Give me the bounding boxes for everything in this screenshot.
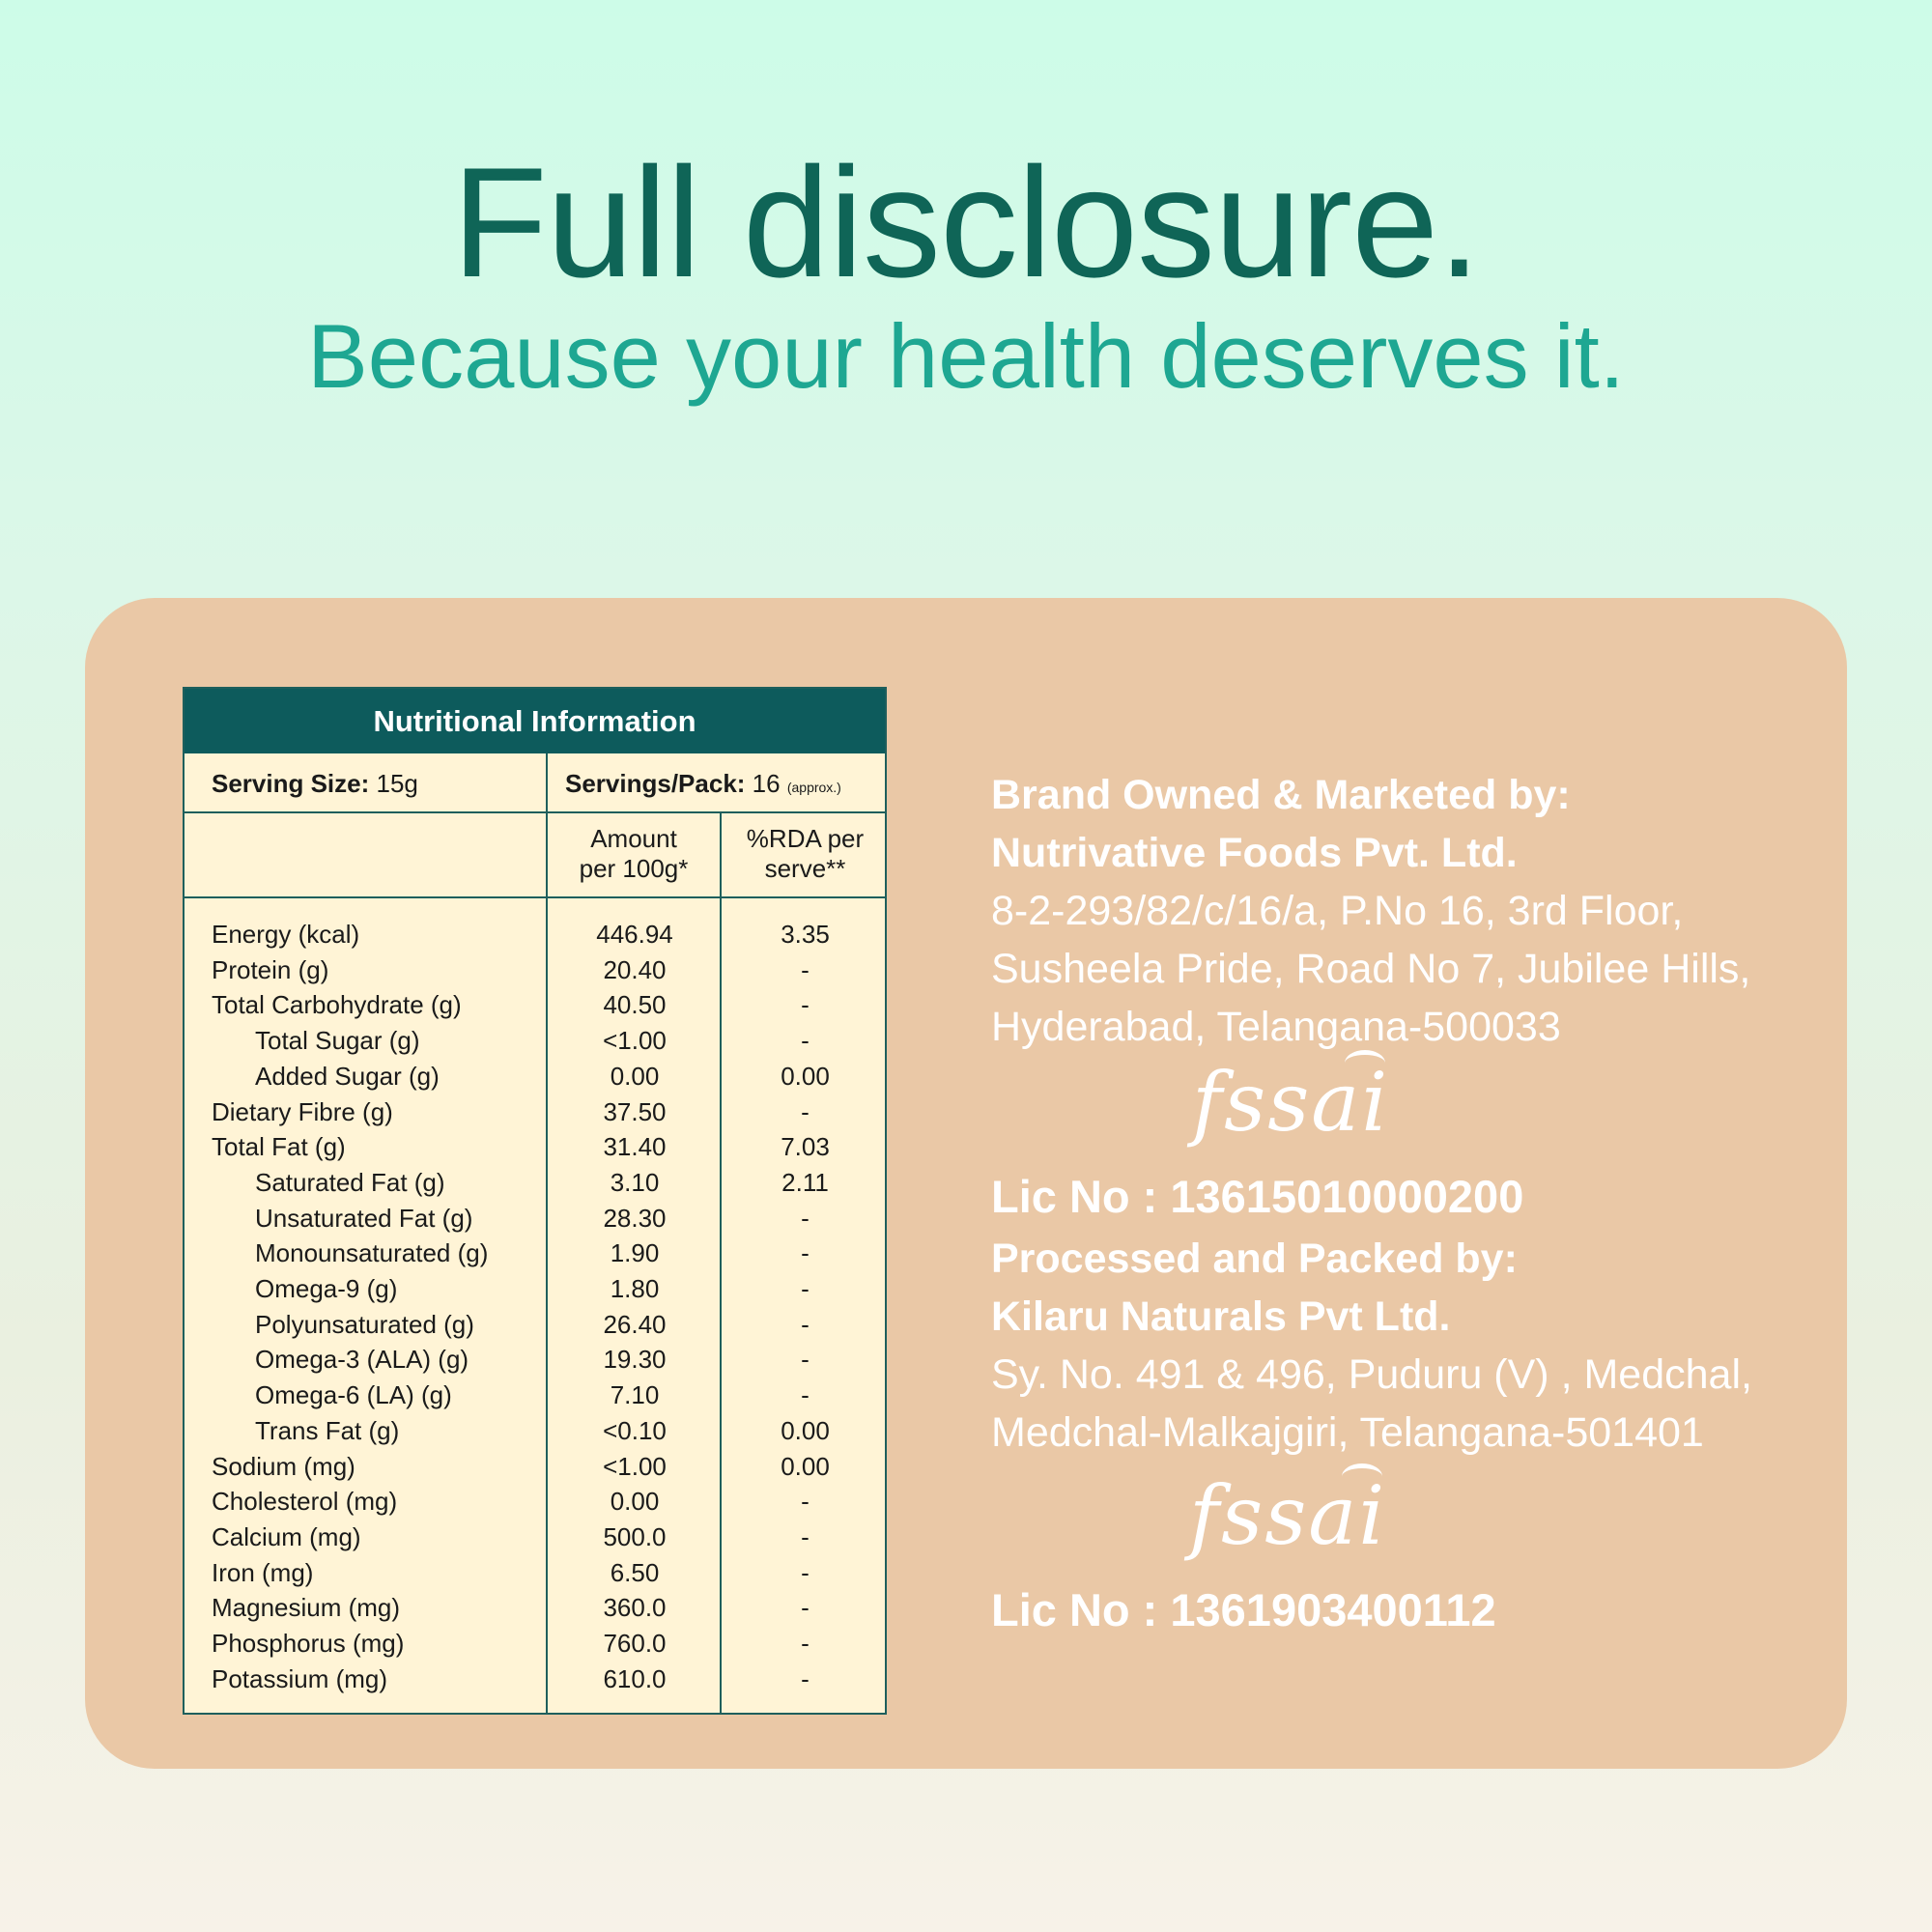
table-row [185, 1310, 885, 1345]
fssai-logo-text: fssai [1189, 1468, 1387, 1563]
nutrient-rda: - [801, 1274, 810, 1303]
nutrient-name: Iron (mg) [212, 1557, 314, 1587]
nutrient-name: Potassium (mg) [212, 1663, 388, 1693]
nutrient-name: Energy (kcal) [212, 920, 360, 949]
page-subheadline: Because your health deserves it. [307, 305, 1625, 407]
column-header-rda [722, 824, 889, 884]
nutrient-amount: 26.40 [603, 1309, 667, 1339]
serving-size-value: 15g [376, 769, 418, 798]
table-row [185, 1416, 885, 1451]
table-row [185, 1522, 885, 1557]
nutrient-amount: <0.10 [603, 1415, 667, 1445]
brand-company: Nutrivative Foods Pvt. Ltd. [991, 830, 1518, 876]
page-headline: Full disclosure. [451, 135, 1481, 310]
nutrient-name: Protein (g) [212, 954, 329, 984]
nutrient-rda: - [801, 1487, 810, 1517]
nutrient-rda: 0.00 [781, 1451, 830, 1481]
nutrient-rda: - [801, 1521, 810, 1551]
table-row [185, 990, 885, 1025]
servings-pack-label: Servings/Pack: [565, 769, 746, 798]
nutrient-rda: - [801, 1663, 810, 1693]
table-row [185, 1487, 885, 1521]
column-header-amount [548, 824, 720, 884]
nutrient-amount: 500.0 [603, 1521, 667, 1551]
servings-per-pack [565, 769, 841, 799]
serving-size-label: Serving Size: [212, 769, 370, 798]
brand-address-line2: Susheela Pride, Road No 7, Jubilee Hills, [991, 946, 1751, 992]
nutrient-name: Saturated Fat (g) [255, 1167, 445, 1197]
nutrient-amount: 760.0 [603, 1629, 667, 1658]
nutrient-amount: 20.40 [603, 954, 667, 984]
nutrition-table-title: Nutritional Information [185, 689, 885, 753]
column-header-rda-line2: serve** [764, 854, 846, 883]
nutrient-name: Unsaturated Fat (g) [255, 1203, 473, 1233]
nutrient-rda: - [801, 1593, 810, 1623]
nutrient-name: Total Fat (g) [212, 1132, 346, 1162]
nutrient-amount: 31.40 [603, 1132, 667, 1162]
servings-pack-value: 16 [752, 769, 781, 798]
column-header-rda-line1: %RDA per [746, 824, 865, 853]
nutrient-amount: 7.10 [610, 1380, 660, 1410]
nutrient-name: Magnesium (mg) [212, 1593, 401, 1623]
nutrient-name: Omega-9 (g) [255, 1274, 398, 1303]
nutrient-rda: - [801, 1096, 810, 1126]
nutrient-amount: 6.50 [610, 1557, 660, 1587]
nutrient-amount: <1.00 [603, 1026, 667, 1056]
servings-pack-note: (approx.) [786, 780, 841, 795]
table-row [185, 1132, 885, 1167]
nutrient-rda: - [801, 1026, 810, 1056]
table-row [185, 1380, 885, 1415]
packer-heading: Processed and Packed by: [991, 1236, 1518, 1282]
column-header-amount-line1: Amount [590, 824, 677, 853]
table-row [185, 955, 885, 990]
nutrient-name: Monounsaturated (g) [255, 1238, 489, 1268]
nutrient-amount: 360.0 [603, 1593, 667, 1623]
brand-heading: Brand Owned & Marketed by: [991, 772, 1571, 818]
nutrient-rda: 0.00 [781, 1061, 830, 1091]
nutrient-rda: - [801, 1345, 810, 1375]
nutrient-amount: 3.10 [610, 1167, 660, 1197]
nutrient-amount: 40.50 [603, 990, 667, 1020]
nutrient-rda: - [801, 1629, 810, 1658]
column-header-amount-line2: per 100g* [579, 854, 689, 883]
table-row [185, 1629, 885, 1663]
nutrient-rda: 3.35 [781, 920, 830, 949]
nutrient-amount: <1.00 [603, 1451, 667, 1481]
nutrition-table [183, 687, 887, 1715]
brand-address-line3: Hyderabad, Telangana-500033 [991, 1004, 1561, 1050]
table-row [185, 1062, 885, 1096]
table-row [185, 1238, 885, 1273]
nutrient-name: Sodium (mg) [212, 1451, 355, 1481]
table-row [185, 1345, 885, 1379]
fssai-logo-icon [1189, 1468, 1387, 1563]
nutrient-amount: 37.50 [603, 1096, 667, 1126]
table-row [185, 1168, 885, 1203]
table-divider [185, 896, 885, 898]
nutrient-name: Omega-6 (LA) (g) [255, 1380, 452, 1410]
brand-license: Lic No : 13615010000200 [991, 1171, 1524, 1222]
fssai-logo-icon [1192, 1055, 1390, 1150]
nutrient-rda: - [801, 990, 810, 1020]
nutrient-rda: - [801, 1309, 810, 1339]
nutrient-rda: 2.11 [781, 1167, 829, 1197]
nutrient-name: Added Sugar (g) [255, 1061, 440, 1091]
nutrient-name: Calcium (mg) [212, 1521, 361, 1551]
nutrient-amount: 1.90 [610, 1238, 660, 1268]
table-row [185, 920, 885, 954]
nutrient-rda: 0.00 [781, 1415, 830, 1445]
table-row [185, 1204, 885, 1238]
nutrient-amount: 446.94 [596, 920, 673, 949]
table-divider [185, 811, 885, 813]
table-row [185, 1274, 885, 1309]
packer-license: Lic No : 1361903400112 [991, 1584, 1496, 1635]
nutrient-amount: 28.30 [603, 1203, 667, 1233]
nutrient-amount: 0.00 [610, 1487, 660, 1517]
nutrient-rda: - [801, 1380, 810, 1410]
nutrient-rda: - [801, 1238, 810, 1268]
nutrient-rda: - [801, 954, 810, 984]
fssai-logo-text: fssai [1192, 1055, 1390, 1150]
nutrient-name: Total Carbohydrate (g) [212, 990, 462, 1020]
table-row [185, 1664, 885, 1699]
brand-address-line1: 8-2-293/82/c/16/a, P.No 16, 3rd Floor, [991, 888, 1684, 934]
nutrient-amount: 0.00 [610, 1061, 660, 1091]
serving-size [212, 769, 418, 799]
nutrient-name: Total Sugar (g) [255, 1026, 420, 1056]
nutrient-name: Dietary Fibre (g) [212, 1096, 393, 1126]
table-row [185, 1593, 885, 1628]
table-row [185, 1026, 885, 1061]
packer-address-line1: Sy. No. 491 & 496, Puduru (V) , Medchal, [991, 1351, 1752, 1398]
nutrient-rda: 7.03 [781, 1132, 830, 1162]
nutrient-name: Omega-3 (ALA) (g) [255, 1345, 469, 1375]
packer-company: Kilaru Naturals Pvt Ltd. [991, 1293, 1451, 1340]
nutrient-rda: - [801, 1557, 810, 1587]
table-row [185, 1097, 885, 1132]
packer-address-line2: Medchal-Malkajgiri, Telangana-501401 [991, 1409, 1704, 1456]
nutrient-name: Polyunsaturated (g) [255, 1309, 474, 1339]
nutrient-amount: 1.80 [610, 1274, 660, 1303]
nutrient-name: Trans Fat (g) [255, 1415, 400, 1445]
info-card [85, 598, 1847, 1769]
nutrient-amount: 19.30 [603, 1345, 667, 1375]
nutrient-rda: - [801, 1203, 810, 1233]
nutrient-amount: 610.0 [603, 1663, 667, 1693]
nutrient-name: Phosphorus (mg) [212, 1629, 405, 1658]
table-row [185, 1558, 885, 1593]
nutrient-name: Cholesterol (mg) [212, 1487, 398, 1517]
table-row [185, 1452, 885, 1487]
